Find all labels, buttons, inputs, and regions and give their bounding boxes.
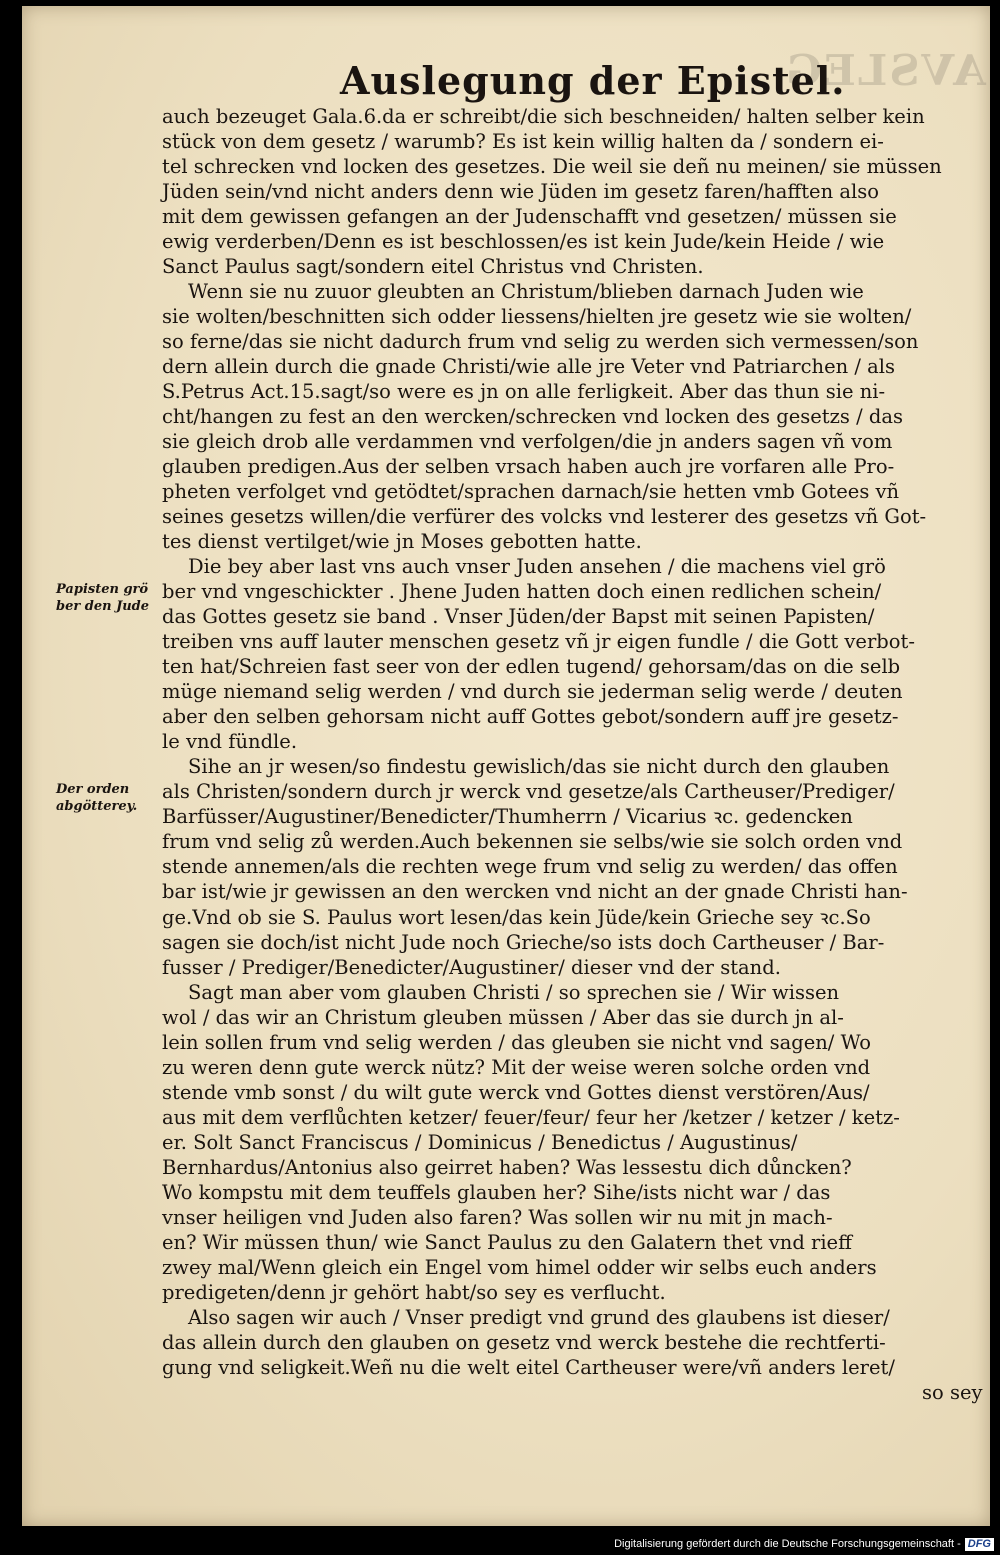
footer-credit: Digitalisierung gefördert durch die Deutsche Forschungsgemeinschaft - [614, 1538, 961, 1550]
text-line: dern allein durch die gnade Christi/wie alle jre Veter vnd Patriarchen / als [162, 355, 896, 379]
text-line: Sanct Paulus sagt/sondern eitel Christus vnd Christen. [162, 255, 704, 279]
text-line: Bernhardus/Antonius also geirret haben? Was lessestu dich důncken? [162, 1155, 852, 1179]
body-text [162, 104, 983, 1405]
text-line: sagen sie doch/ist nicht Jude noch Grieche/so ists doch Cartheuser / Bar- [162, 930, 885, 954]
text-line: müge niemand selig werden / vnd durch sie jederman selig werde / deuten [162, 680, 903, 704]
text-line: Sagt man aber vom glauben Christi / so sprechen sie / Wir wissen [188, 980, 840, 1004]
text-line: Die bey aber last vns auch vnser Juden ansehen / die machens viel grö [188, 555, 886, 579]
text-line: stück von dem gesetz / warumb? Es ist kein willig halten da / sondern ei- [162, 130, 884, 154]
text-line: das Gottes gesetz sie band . Vnser Jüden/der Bapst mit seinen Papisten/ [162, 605, 875, 629]
text-line: das allein durch den glauben on gesetz vnd werck bestehe die rechtferti- [162, 1330, 886, 1354]
text-line: Jüden sein/vnd nicht anders denn wie Jüden im gesetz faren/hafften also [162, 180, 879, 204]
text-line: en? Wir müssen thun/ wie Sanct Paulus zu den Galatern thet vnd rieff [162, 1230, 852, 1254]
text-line: als Christen/sondern durch jr werck vnd gesetze/als Cartheuser/Prediger/ [162, 780, 895, 804]
margin-note: Der orden abgötterey. [56, 782, 138, 814]
footer [614, 1536, 994, 1552]
text-line: ber vnd vngeschickter . Jhene Juden hatten doch einen redlichen schein/ [162, 580, 882, 604]
book-page [22, 6, 990, 1526]
text-line: so sey [922, 1380, 983, 1404]
text-line: Sihe an jr wesen/so findestu gewislich/das sie nicht durch den glauben [188, 755, 890, 779]
text-line: cht/hangen zu fest an den wercken/schrecken vnd locken des gesetzs / das [162, 405, 904, 429]
text-line: tel schrecken vnd locken des gesetzes. Die weil sie deñ nu meinen/ sie müssen [162, 155, 942, 179]
text-line: Also sagen wir auch / Vnser predigt vnd grund des glaubens ist dieser/ [188, 1305, 890, 1329]
text-line: gung vnd seligkeit.Weñ nu die welt eitel Cartheuser were/vñ anders leret/ [162, 1355, 895, 1379]
text-line: so ferne/das sie nicht dadurch frum vnd selig zu werden sich vermessen/son [162, 330, 919, 354]
text-line: Wo kompstu mit dem teuffels glauben her? Sihe/ists nicht war / das [162, 1180, 831, 1204]
text-line: seines gesetzs willen/die verfürer des volcks vnd lesterer des gesetzs vñ Got- [162, 505, 927, 529]
running-header: Auslegung der Epistel. [340, 58, 846, 103]
text-line: Barfüsser/Augustiner/Benedicter/Thumherrn / Vicarius ꝛc. gedencken [162, 805, 853, 829]
text-line: stende vmb sonst / du wilt gute werck vnd Gottes dienst verstören/Aus/ [162, 1080, 870, 1104]
text-line: glauben predigen.Aus der selben vrsach haben auch jre vorfaren alle Pro- [162, 455, 895, 479]
text-line: auch bezeuget Gala.6.da er schreibt/die sich beschneiden/ halten selber kein [162, 105, 925, 128]
text-line: Wenn sie nu zuuor gleubten an Christum/blieben darnach Juden wie [188, 280, 864, 304]
text-line: lein sollen frum vnd selig werden / das gleuben sie nicht vnd sagen/ Wo [162, 1030, 872, 1054]
text-line: bar ist/wie jr gewissen an den wercken vnd nicht an der gnade Christi han- [162, 880, 908, 904]
text-line: zu weren denn gute werck nütz? Mit der weise weren solche orden vnd [162, 1055, 871, 1079]
margin-note: Papisten grö ber den Jude [56, 582, 150, 614]
text-line: pheten verfolget vnd getödtet/sprachen darnach/sie hetten vmb Gotees vñ [162, 480, 900, 504]
bleed-through-header: AVSLEG [784, 46, 986, 95]
text-line: tes dienst vertilget/wie jn Moses gebotten hatte. [162, 530, 642, 554]
text-line: S.Petrus Act.15.sagt/so were es jn on alle ferligkeit. Aber das thun sie ni- [162, 380, 886, 404]
text-line: mit dem gewissen gefangen an der Judenschafft vnd gesetzen/ müssen sie [162, 205, 897, 229]
text-line: treiben vns auff lauter menschen gesetz vñ jr eigen fundle / die Gott verbot- [162, 630, 915, 654]
text-line: wol / das wir an Christum gleuben müssen / Aber das sie durch jn al- [162, 1005, 844, 1029]
text-line: stende annemen/als die rechten wege frum vnd selig zu werden/ das offen [162, 855, 898, 879]
text-line: ewig verderben/Denn es ist beschlossen/es ist kein Jude/kein Heide / wie [162, 230, 885, 254]
dfg-logo-icon: DFG [965, 1538, 994, 1551]
text-line: ten hat/Schreien fast seer von der edlen tugend/ gehorsam/das on die selb [162, 655, 901, 679]
text-line: aber den selben gehorsam nicht auff Gottes gebot/sondern auff jre gesetz- [162, 705, 899, 729]
text-line: er. Solt Sanct Franciscus / Dominicus / Benedictus / Augustinus/ [162, 1130, 798, 1154]
text-line: fusser / Prediger/Benedicter/Augustiner/ dieser vnd der stand. [162, 955, 781, 979]
text-line: le vnd fündle. [162, 730, 298, 754]
text-line: sie gleich drob alle verdammen vnd verfolgen/die jn anders sagen vñ vom [162, 430, 893, 454]
text-line: sie wolten/beschnitten sich odder liessens/hielten jre gesetz wie sie wolten/ [162, 305, 912, 329]
text-line: aus mit dem verflůchten ketzer/ feuer/feur/ feur her /ketzer / ketzer / ketz- [162, 1105, 900, 1129]
text-line: ge.Vnd ob sie S. Paulus wort lesen/das kein Jüde/kein Grieche sey ꝛc.So [162, 905, 871, 929]
text-line: zwey mal/Wenn gleich ein Engel vom himel odder wir selbs euch anders [162, 1255, 877, 1279]
text-line: vnser heiligen vnd Juden also faren? Was sollen wir nu mit jn mach- [162, 1205, 833, 1229]
text-line: frum vnd selig zů werden.Auch bekennen sie selbs/wie sie solch orden vnd [162, 830, 903, 854]
text-line: predigeten/denn jr gehört habt/so sey es verflucht. [162, 1280, 666, 1304]
